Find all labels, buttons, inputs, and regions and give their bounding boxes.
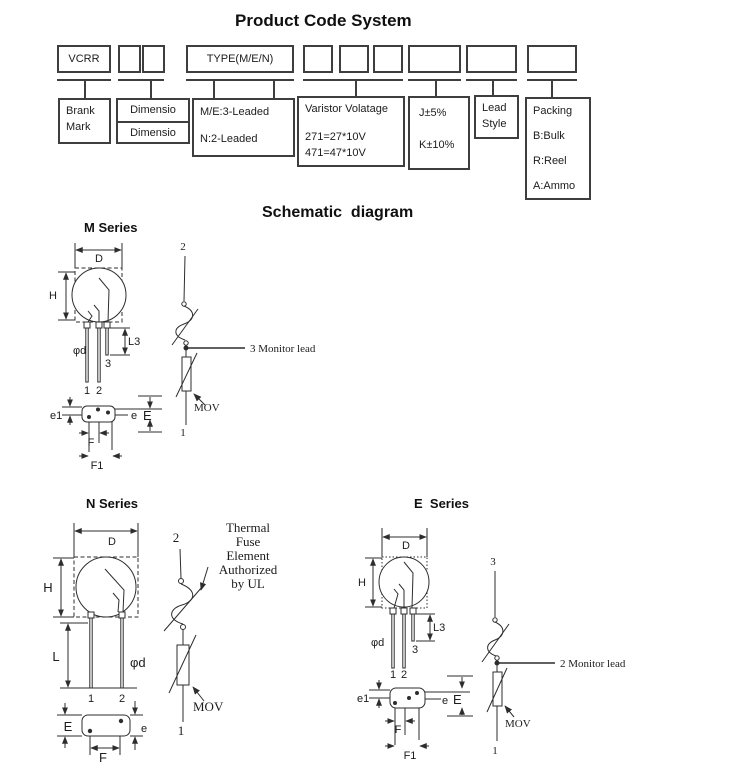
dim-label-phid: φd (73, 345, 87, 357)
lead-1-label: 1 (83, 385, 91, 397)
thermal-note-line: Authorized (218, 562, 278, 577)
dim-label-l: L (52, 649, 60, 664)
desc-packing: Packing B:Bulk R:Reel A:Ammo (525, 97, 591, 200)
dim-label-phid: φd (371, 637, 385, 649)
code-box-blank-4 (339, 45, 369, 73)
n-series-heading: N Series (86, 496, 139, 511)
schematic-section-title: Schematic diagram (262, 204, 414, 221)
thermal-fuse-symbol (176, 306, 193, 340)
terminal-bottom-label: 1 (180, 427, 186, 439)
thermal-note-line: by UL (231, 576, 265, 591)
connector-tick (150, 79, 152, 98)
desc-dimension: Dimensio Dimensio (116, 98, 190, 144)
dim-label-e-big: E (63, 719, 73, 734)
m-series-schematic (165, 235, 330, 445)
page-title: Product Code System (235, 11, 412, 30)
dim-label-e-small: e (442, 695, 449, 707)
dim-label-e-big: E (143, 408, 152, 423)
lead-1-label: 1 (87, 693, 95, 705)
dim-label-l3: L3 (433, 622, 446, 634)
dim-label-phid: φd (130, 655, 146, 670)
terminal-top-label: 3 (490, 556, 496, 568)
desc-lead-style: Lead Style (474, 95, 519, 139)
connector-tick (273, 79, 275, 98)
lead-2-label: 2 (118, 693, 126, 705)
mov-label: MOV (193, 699, 224, 714)
connector-tick (213, 79, 215, 98)
dim-label-l3: L3 (128, 336, 141, 348)
desc-type: M/E:3-Leaded N:2-Leaded (192, 98, 295, 157)
monitor-lead-label: 2 Monitor lead (560, 658, 626, 670)
thermal-note-line: Fuse (235, 534, 261, 549)
code-box-blank-8 (527, 45, 577, 73)
e-series-heading: E Series (414, 496, 469, 511)
n-series-dimension-drawing (25, 515, 170, 763)
code-box-blank-6 (408, 45, 461, 73)
dim-label-h: H (358, 577, 366, 589)
code-box-blank-7 (466, 45, 517, 73)
dim-label-e-small: e (141, 723, 148, 735)
lead-3-label: 3 (104, 358, 112, 370)
desc-tolerance: J±5% K±10% (408, 96, 470, 170)
code-box-type: TYPE(M/E/N) (186, 45, 294, 73)
monitor-lead-label: 3 Monitor lead (250, 343, 316, 355)
dim-label-d: D (402, 540, 410, 552)
code-box-blank-5 (373, 45, 403, 73)
m-series-dimension-drawing (40, 238, 180, 473)
varistor-symbol (177, 645, 189, 685)
dim-label-f: F (99, 750, 107, 763)
desc-varistor-voltage: Varistor Volatage 271=27*10V 471=47*10V (297, 96, 405, 167)
dim-label-h: H (43, 580, 53, 595)
mov-label: MOV (194, 402, 220, 414)
dim-label-d: D (108, 536, 116, 548)
thermal-note-arrow (201, 567, 208, 590)
dim-label-f1: F1 (90, 460, 104, 472)
underline-3 (186, 79, 294, 81)
dim-label-f1: F1 (403, 750, 417, 762)
thermal-note-line: Element (226, 548, 270, 563)
lead-2-label: 2 (400, 669, 408, 681)
code-box-prefix: VCRR (57, 45, 111, 73)
code-box-blank-2 (142, 45, 165, 73)
dim-label-e-big: E (453, 692, 462, 707)
mov-label: MOV (505, 718, 531, 730)
connector-tick (551, 79, 553, 98)
e-series-schematic (410, 545, 640, 757)
m-series-heading: M Series (84, 220, 138, 235)
code-box-blank-3 (303, 45, 333, 73)
dim-label-e-small: e (131, 410, 138, 422)
dim-label-f: F (394, 724, 402, 736)
thermal-note-line: Thermal (225, 520, 271, 535)
terminal-top-label: 2 (180, 241, 186, 253)
desc-brand-mark: Brank Mark (58, 98, 111, 144)
lead-2-label: 2 (95, 385, 103, 397)
lead-3-label: 3 (411, 644, 419, 656)
dim-label-e1: e1 (357, 693, 370, 705)
dim-label-f: F (87, 437, 95, 449)
underline-4 (303, 79, 403, 81)
cell-divider (118, 121, 188, 123)
dim-label-d: D (95, 253, 103, 265)
underline-2 (118, 79, 164, 81)
connector-tick (84, 79, 86, 98)
terminal-top-label: 2 (172, 530, 180, 545)
n-series-schematic (155, 505, 320, 745)
lead-1-label: 1 (389, 669, 397, 681)
code-box-blank-1 (118, 45, 141, 73)
dim-label-h: H (49, 290, 57, 302)
terminal-bottom-label: 1 (177, 723, 185, 738)
terminal-bottom-label: 1 (492, 745, 498, 757)
dim-label-e1: e1 (50, 410, 63, 422)
